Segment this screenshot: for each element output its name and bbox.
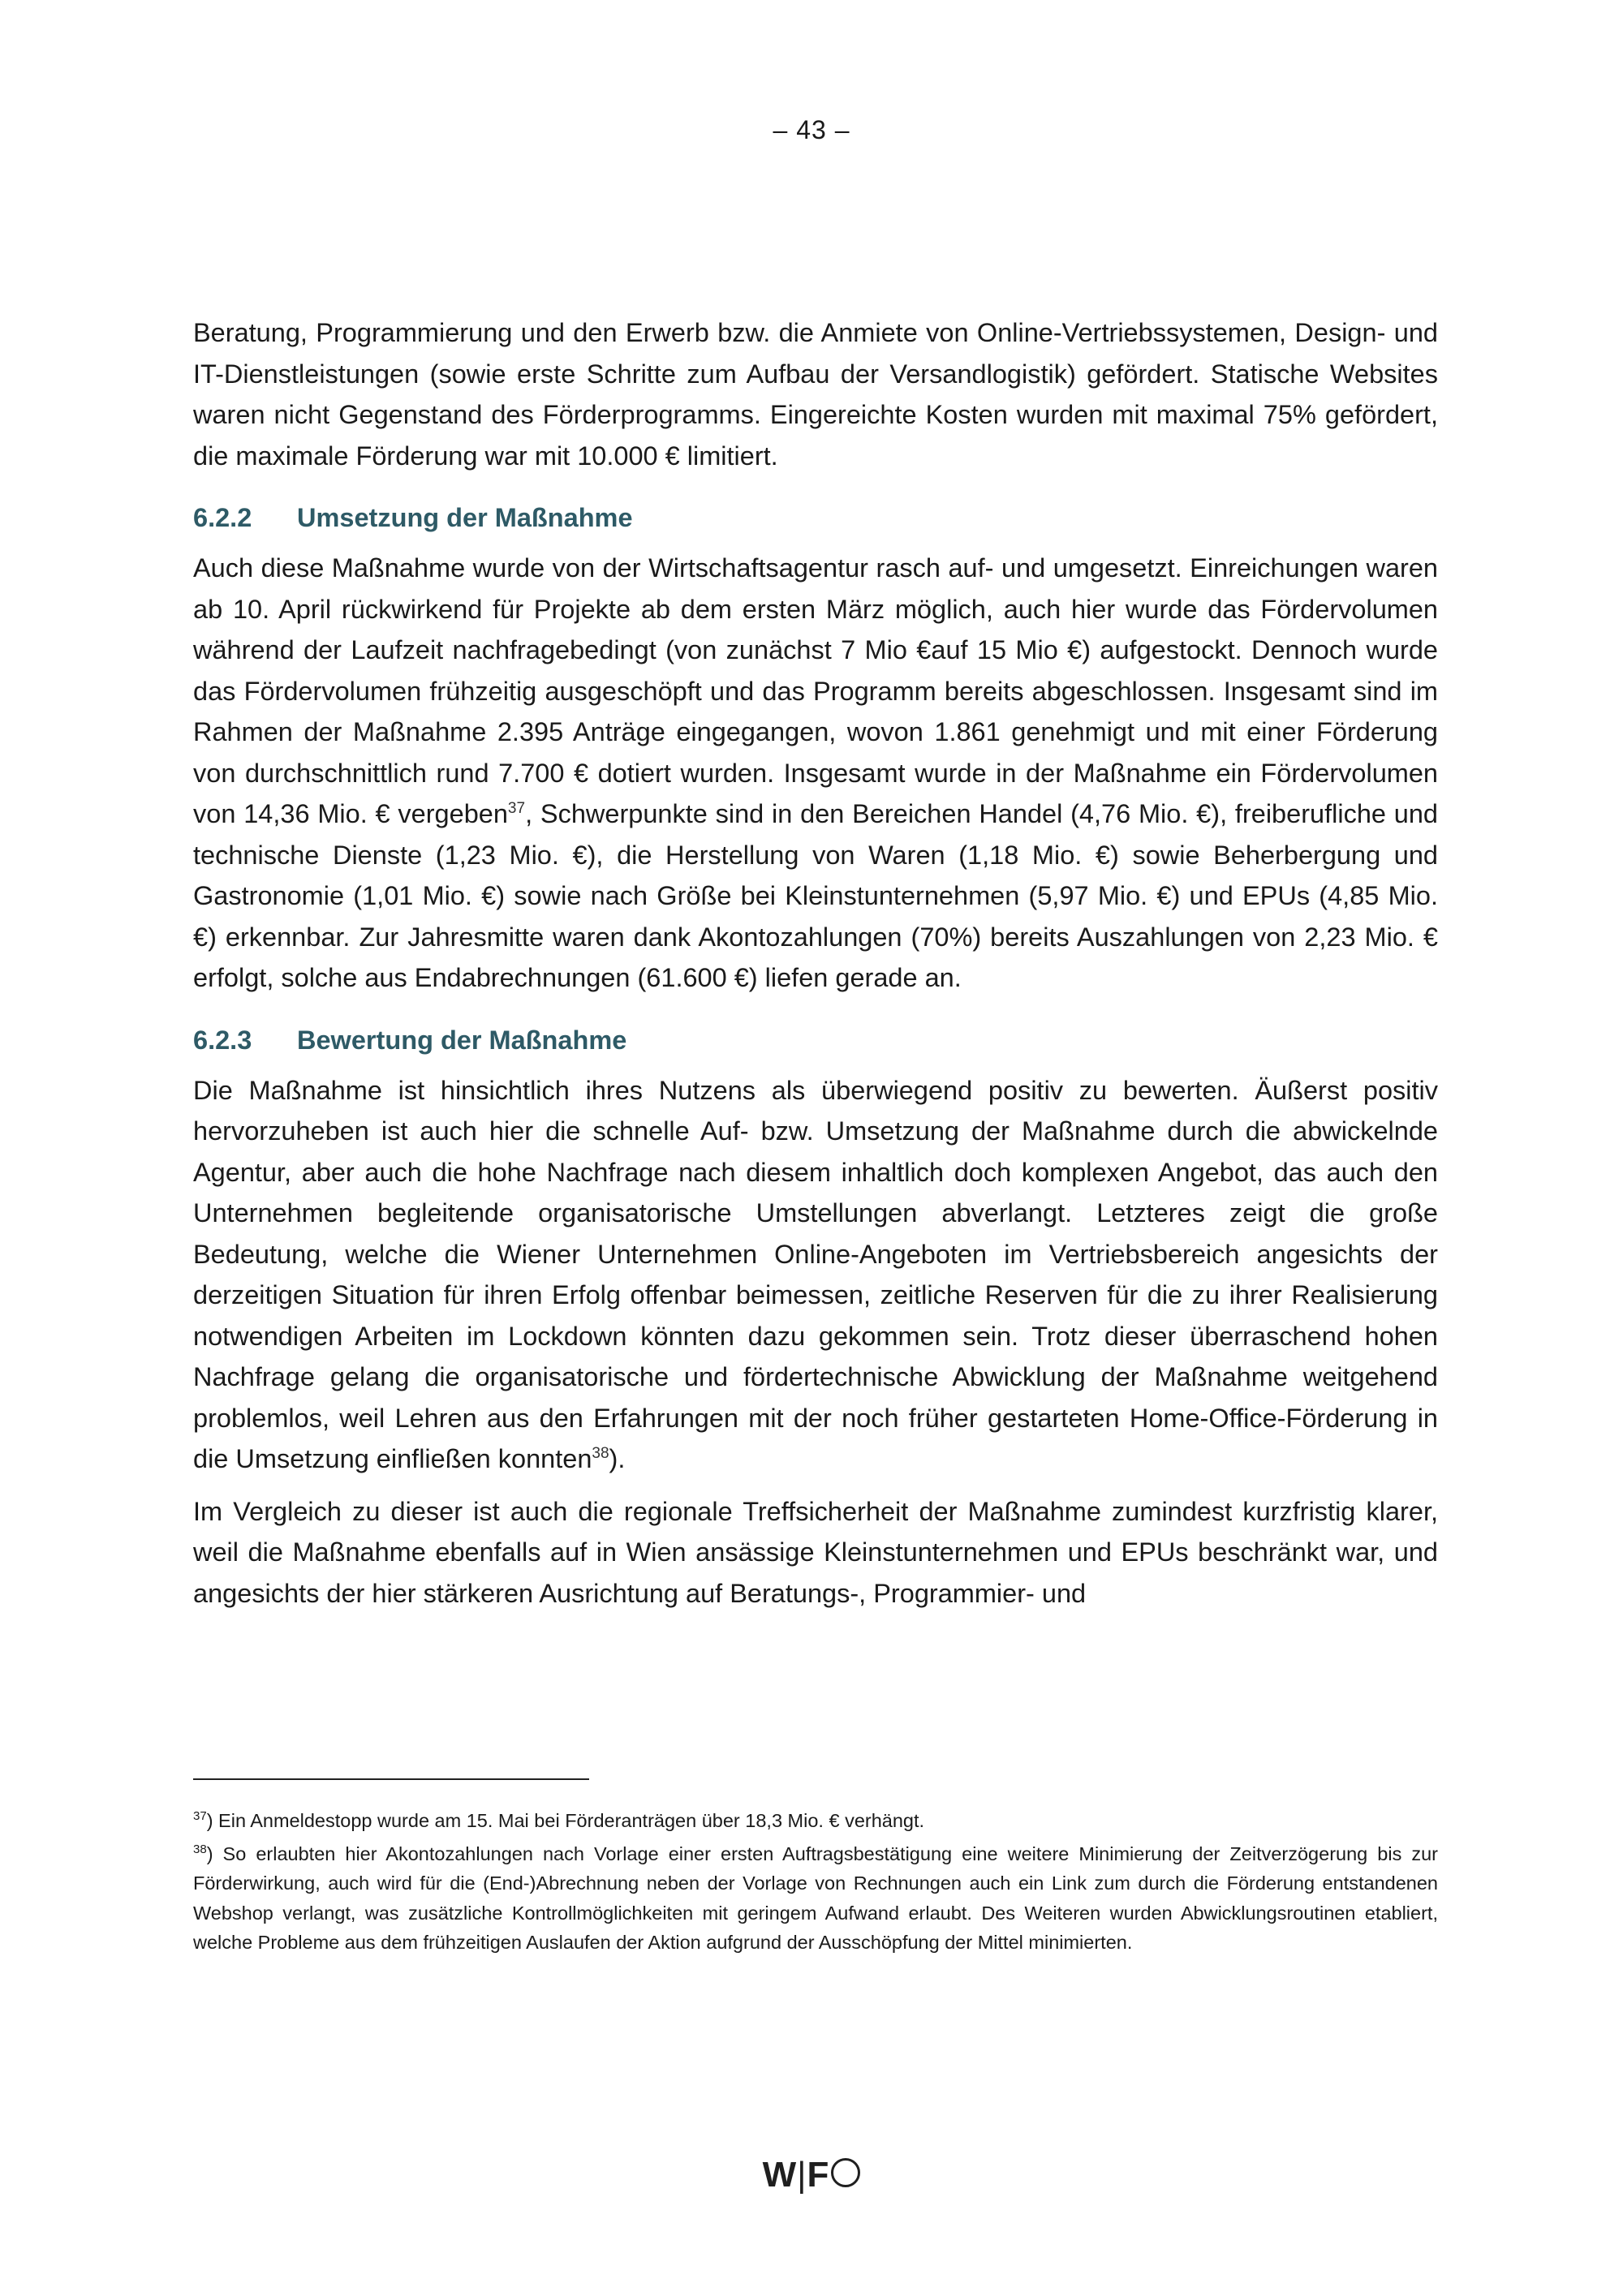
footnote-separator xyxy=(193,1778,589,1780)
section-number: 6.2.2 xyxy=(193,503,252,532)
wifo-logo xyxy=(0,2155,1623,2195)
section-title: Bewertung der Maßnahme xyxy=(297,1025,627,1055)
footnote-mark: 38 xyxy=(193,1842,207,1856)
footnote-38 xyxy=(193,1839,1438,1958)
paragraph-umsetzung xyxy=(193,548,1438,999)
footnotes xyxy=(193,1806,1438,1961)
paragraph-text: Auch diese Maßnahme wurde von der Wirtschaftsagentur rasch auf- und umgesetzt. Einreichungen waren ab 10. April rückwirkend für Projekte ab dem ersten März möglich, auch hier wurde das Fördervolumen während der Laufzeit nachfragebedingt (von zunächst 7 Mio €auf 15 Mio €) aufgestockt. Dennoch wurde das Fördervolumen frühzeitig ausgeschöpft und das Programm bereits abgeschlossen. Insgesamt sind im Rahmen der Maßnahme 2.395 Anträge eingegangen, wovon 1.861 genehmigt und mit einer Förderung von durchschnittlich rund 7.700 € dotiert wurden. Insgesamt wurde in der Maßnahme ein Fördervolumen von 14,36 Mio. € vergeben xyxy=(193,553,1438,828)
paragraph-text: Die Maßnahme ist hinsichtlich ihres Nutzens als überwiegend positiv zu bewerten. Äußerst positiv hervorzuheben ist auch hier die schnelle Auf- bzw. Umsetzung der Maßnahme durch die abwickelnde Agentur, aber auch die hohe Nachfrage nach diesem inhaltlich doch komplexen Angebot, das auch den Unternehmen begleitende organisatorische Umstellungen abverlangt. Letzteres zeigt die große Bedeutung, welche die Wiener Unternehmen Online-Angeboten im Vertriebsbereich angesichts der derzeitigen Situation für ihren Erfolg offenbar beimessen, zeitliche Reserven für die zu ihrer Realisierung notwendigen Arbeiten im Lockdown könnten dazu gekommen sein. Trotz dieser überraschend hohen Nachfrage gelang die organisatorische und fördertechnische Abwicklung der Maßnahme weitgehend problemlos, weil Lehren aus den Erfahrungen mit der noch früher gestarteten Home-Office-Förderung in die Umsetzung einfließen konnten xyxy=(193,1075,1438,1473)
paragraph-text: , Schwerpunkte sind in den Bereichen Handel (4,76 Mio. €), freiberufliche und technische Dienste (1,23 Mio. €), die Herstellung von Waren (1,18 Mio. €) sowie Beherbergung und Gastronomie (1,01 Mio. €) sowie nach Größe bei Kleinstunternehmen (5,97 Mio. €) und EPUs (4,85 Mio. €) erkennbar. Zur Jahresmitte waren dank Akontozahlungen (70%) bereits Auszahlungen von 2,23 Mio. € erfolgt, solche aus Endabrechnungen (61.600 €) liefen gerade an. xyxy=(193,799,1438,992)
footnote-ref-37[interactable]: 37 xyxy=(507,800,526,818)
paragraph-bewertung xyxy=(193,1070,1438,1480)
paragraph-vergleich: Im Vergleich zu dieser ist auch die regionale Treffsicherheit der Maßnahme zumindest kurzfristig klarer, weil die Maßnahme ebenfalls auf in Wien ansässige Kleinstunternehmen und EPUs beschränkt war, und angesichts der hier stärkeren Ausrichtung auf Beratungs-, Programmier- und xyxy=(193,1496,1438,1608)
section-heading-bewertung xyxy=(193,1021,1438,1059)
footnote-text: ) So erlaubten hier Akontozahlungen nach Vorlage einer ersten Auftragsbestätigung eine weitere Minimierung der Zeitverzögerung bis zur Förderwirkung, auch wird für die (End-)Abrechnung neben der Vorlage von Rechnungen auch ein Link zum durch die Förderung entstandenen Webshop verlangt, was zusätzliche Kontrollmöglichkeiten mit geringem Aufwand erlaubt. Des Weiteren wurden Abwicklungsroutinen etabliert, welche Probleme aus dem frühzeitigen Auslaufen der Aktion aufgrund der Ausschöpfung der Mittel minimierten. xyxy=(193,1842,1438,1953)
section-number: 6.2.3 xyxy=(193,1025,252,1055)
paragraph-text: ). xyxy=(609,1444,626,1473)
logo-divider: | xyxy=(797,2155,807,2195)
logo-circle-icon xyxy=(831,2158,860,2187)
section-heading-umsetzung xyxy=(193,499,1438,536)
section-title: Umsetzung der Maßnahme xyxy=(297,503,633,532)
main-content xyxy=(193,312,1438,1614)
page-number: – 43 – xyxy=(773,115,850,144)
paragraph-intro: Beratung, Programmierung und den Erwerb bzw. die Anmiete von Online-Vertriebssystemen, Design- und IT-Dienstleistungen (sowie erste Schritte zum Aufbau der Versandlogistik) gefördert. Statische Websites waren nicht Gegenstand des Förderprogramms. Eingereichte Kosten wurden mit maximal 75% gefördert, die maximale Förderung war mit 10.000 € limitiert. xyxy=(193,318,1438,471)
footnote-ref-38[interactable]: 38 xyxy=(592,1445,609,1463)
footnote-text: ) Ein Anmeldestopp wurde am 15. Mai bei Förderanträgen über 18,3 Mio. € verhängt. xyxy=(206,1810,925,1831)
footnote-37 xyxy=(193,1806,1438,1836)
logo-letter-w: W xyxy=(762,2155,798,2195)
footnote-mark: 37 xyxy=(193,1809,207,1824)
logo-letter-f: F xyxy=(807,2155,830,2195)
